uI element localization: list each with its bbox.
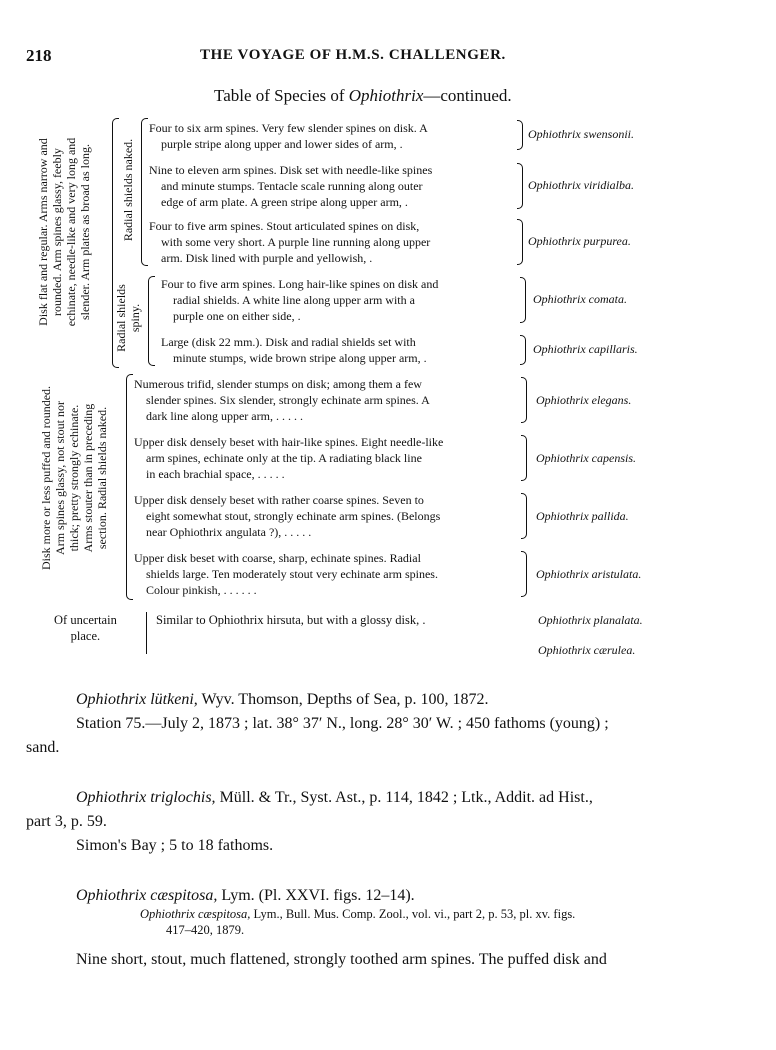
row-brace xyxy=(517,120,523,150)
triglochis-ref-cont: part 3, p. 59. xyxy=(26,813,107,830)
row-brace xyxy=(517,163,523,209)
species-name: Ophiothrix planalata. xyxy=(538,613,643,627)
table-row: Upper disk densely beset with rather coarse spines. Seven to eight somewhat stout, strongly echinate arm spines. (Belongs near Ophiothrix angulata ?), . . . . . xyxy=(134,493,441,539)
row-brace xyxy=(521,377,527,423)
species-name: Ophiothrix comata. xyxy=(533,292,627,306)
caespitosa-description: Nine short, stout, much flattened, strongly toothed arm spines. The puffed disk and xyxy=(76,951,607,968)
species-name: Ophiothrix purpurea. xyxy=(528,234,631,248)
lutkeni-station: Station 75.—July 2, 1873 ; lat. 38° 37′ N., long. 28° 30′ W. ; 450 fathoms (young) ; xyxy=(76,715,609,732)
group-a2-brace xyxy=(148,276,155,366)
table-row: Large (disk 22 mm.). Disk and radial shields set with minute stumps, wide brown stripe along upper arm, . xyxy=(161,335,427,365)
triglochis-heading: Ophiothrix triglochis, Müll. & Tr., Syst. Ast., p. 114, 1842 ; Ltk., Addit. ad Hist., xyxy=(76,789,593,806)
species-name: Ophiothrix viridialba. xyxy=(528,178,634,192)
running-title: THE VOYAGE OF H.M.S. CHALLENGER. xyxy=(200,47,506,63)
table-row: Upper disk beset with coarse, sharp, echinate spines. Radial shields large. Ten moderately stout very echinate arm spines. Colour pinkish, . . . . . . xyxy=(134,551,438,597)
group-b-brace xyxy=(126,374,133,600)
row-brace xyxy=(517,219,523,265)
table-row: Numerous trifid, slender stumps on disk; among them a few slender spines. Six slender, strongly echinate arm spines. A dark line along upper arm, . . . . . xyxy=(134,377,430,423)
group-b-label: Disk more or less puffed and rounded. Arm spines glassy, not stout nor thick; pretty strongly echinate. Arms stouter than in preceding section. Radial shields naked. xyxy=(39,385,109,571)
page-number: 218 xyxy=(26,46,52,65)
group-a1-label: Radial shields naked. xyxy=(121,138,135,242)
uncertain-text: Similar to Ophiothrix hirsuta, but with a glossy disk, . xyxy=(156,613,426,627)
caespitosa-synonym-cont: 417–420, 1879. xyxy=(166,923,245,937)
uncertain-brace xyxy=(146,612,147,654)
species-name: Ophiothrix aristulata. xyxy=(536,567,642,581)
table-row: Nine to eleven arm spines. Disk set with needle-like spines and minute stumps. Tentacle scale running along outer edge of arm plate. A green stripe along upper arm, . xyxy=(149,163,433,209)
table-title: Table of Species of Ophiothrix—continued. xyxy=(214,86,512,105)
lutkeni-station-cont: sand. xyxy=(26,739,60,756)
table-row: Four to five arm spines. Stout articulated spines on disk, with some very short. A purple line running along upper arm. Disk lined with purple and yellowish, . xyxy=(149,219,431,265)
caespitosa-synonym: Ophiothrix cæspitosa, Lym., Bull. Mus. Comp. Zool., vol. vi., part 2, p. 53, pl. xv. figs. xyxy=(140,907,576,921)
species-name: Ophiothrix pallida. xyxy=(536,509,629,523)
row-brace xyxy=(520,277,526,323)
row-brace xyxy=(521,493,527,539)
uncertain-label: Of uncertain place. xyxy=(54,613,117,643)
species-name: Ophiothrix swensonii. xyxy=(528,127,635,141)
species-name: Ophiothrix capillaris. xyxy=(533,342,638,356)
species-name: Ophiothrix elegans. xyxy=(536,393,632,407)
lutkeni-heading: Ophiothrix lütkeni, Wyv. Thomson, Depths of Sea, p. 100, 1872. xyxy=(76,691,489,708)
row-brace xyxy=(521,435,527,481)
group-a2-label: Radial shields spiny. xyxy=(114,284,142,352)
row-brace xyxy=(521,551,527,597)
table-row: Upper disk densely beset with hair-like spines. Eight needle-like arm spines, echinate only at the tip. A radiating black line in each brachial space, . . . . . xyxy=(134,435,444,481)
table-row: Four to six arm spines. Very few slender spines on disk. A purple stripe along upper and lower sides of arm, . xyxy=(149,121,428,151)
caespitosa-heading: Ophiothrix cæspitosa, Lym. (Pl. XXVI. figs. 12–14). xyxy=(76,887,415,904)
group-a-label: Disk flat and regular. Arms narrow and rounded. Arm spines glassy, feebly echinate, needle-like and very long and slender. Arm plates as broad as long. xyxy=(36,137,92,327)
species-name: Ophiothrix cærulea. xyxy=(538,643,636,657)
group-a1-brace xyxy=(141,118,148,266)
table-row: Four to five arm spines. Long hair-like spines on disk and radial shields. A white line along upper arm with a purple one on either side, . xyxy=(161,277,439,323)
triglochis-locality: Simon's Bay ; 5 to 18 fathoms. xyxy=(76,837,274,854)
species-name: Ophiothrix capensis. xyxy=(536,451,636,465)
row-brace xyxy=(520,335,526,365)
